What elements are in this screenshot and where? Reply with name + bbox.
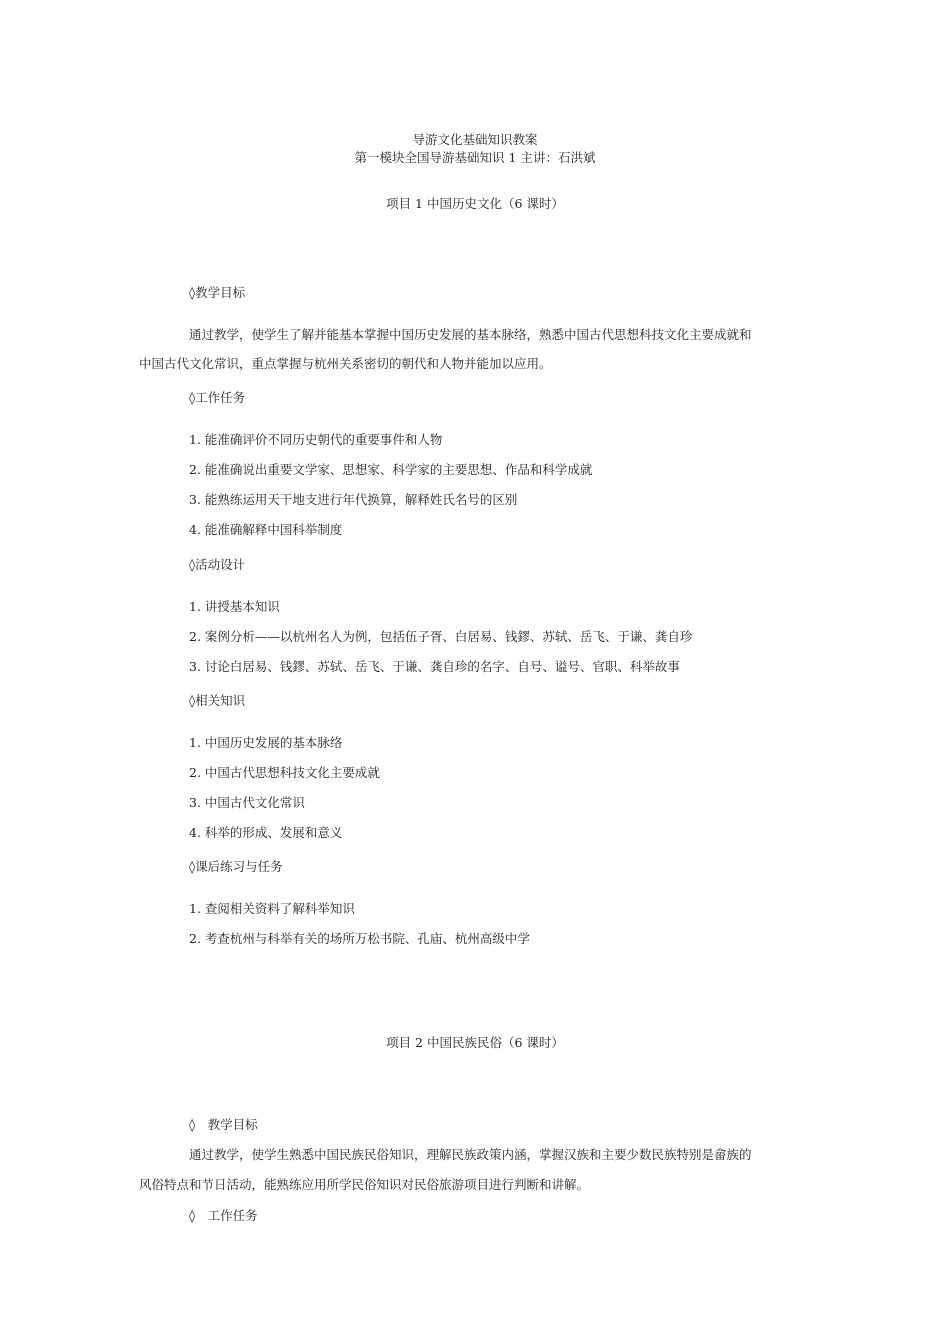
project1-goal-text-line2: 中国古代文化常识，重点掌握与杭州关系密切的朝代和人物并能加以应用。 bbox=[139, 356, 552, 371]
list-item: 3. 讨论白居易、钱鏐、苏轼、岳飞、于谦、龚自珍的名字、自号、谥号、官职、科举故事 bbox=[189, 659, 680, 674]
project1-goal-heading: ◊教学目标 bbox=[189, 285, 246, 300]
list-item: 1. 讲授基本知识 bbox=[189, 599, 280, 614]
project1-heading: 项目 1 中国历史文化（6 课时） bbox=[386, 196, 564, 211]
document-subtitle: 第一模块全国导游基础知识 1 主讲：石洪斌 bbox=[354, 150, 596, 165]
list-item: 1. 能准确评价不同历史朝代的重要事件和人物 bbox=[189, 432, 443, 447]
project1-knowledge-heading: ◊相关知识 bbox=[189, 693, 246, 708]
project2-goal-text-line1: 通过教学，使学生熟悉中国民族民俗知识，理解民族政策内涵，掌握汉族和主要少数民族特别是畲族的 bbox=[189, 1147, 752, 1162]
list-item: 2. 能准确说出重要文学家、思想家、科学家的主要思想、作品和科学成就 bbox=[189, 462, 593, 477]
project1-tasks-heading: ◊工作任务 bbox=[189, 390, 246, 405]
list-item: 4. 科举的形成、发展和意义 bbox=[189, 825, 343, 840]
list-item: 4. 能准确解释中国科举制度 bbox=[189, 522, 343, 537]
list-item: 3. 中国古代文化常识 bbox=[189, 795, 305, 810]
list-item: 3. 能熟练运用天干地支进行年代换算，解释姓氏名号的区别 bbox=[189, 492, 518, 507]
project2-tasks-heading: ◊ 工作任务 bbox=[189, 1208, 258, 1223]
project2-goal-text-line2: 风俗特点和节日活动，能熟练应用所学民俗知识对民俗旅游项目进行判断和讲解。 bbox=[139, 1177, 590, 1192]
project2-heading: 项目 2 中国民族民俗（6 课时） bbox=[386, 1035, 564, 1050]
project1-exercise-heading: ◊课后练习与任务 bbox=[189, 859, 283, 874]
list-item: 2. 中国古代思想科技文化主要成就 bbox=[189, 765, 380, 780]
list-item: 1. 查阅相关资料了解科举知识 bbox=[189, 901, 355, 916]
project1-activity-heading: ◊活动设计 bbox=[189, 557, 246, 572]
project2-goal-heading: ◊ 教学目标 bbox=[189, 1117, 258, 1132]
document-title: 导游文化基础知识教案 bbox=[412, 132, 538, 147]
list-item: 1. 中国历史发展的基本脉络 bbox=[189, 735, 343, 750]
list-item: 2. 案例分析——以杭州名人为例，包括伍子胥、白居易、钱鏐、苏轼、岳飞、于谦、龚自珍 bbox=[189, 629, 693, 644]
project1-goal-text-line1: 通过教学，使学生了解并能基本掌握中国历史发展的基本脉络，熟悉中国古代思想科技文化主要成就和 bbox=[189, 327, 752, 342]
list-item: 2. 考查杭州与科举有关的场所万松书院、孔庙、杭州高级中学 bbox=[189, 931, 530, 946]
